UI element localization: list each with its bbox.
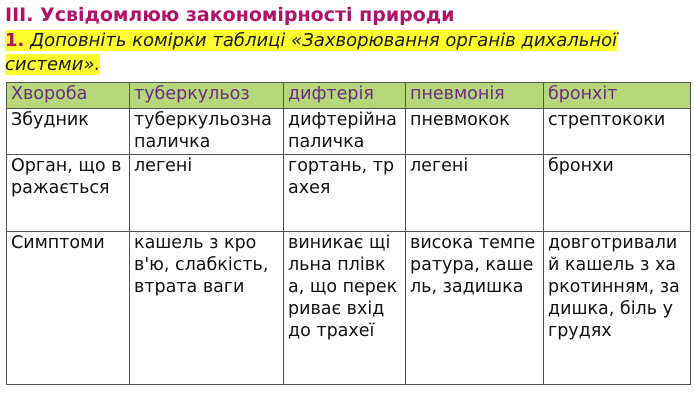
table-row	[7, 109, 691, 155]
table-cell: стрептококи	[544, 109, 691, 155]
table-cell: кашель з кров'ю, слабкість, втрата ваги	[130, 232, 284, 385]
diseases-table	[6, 82, 691, 385]
table-cell: бронхи	[544, 155, 691, 232]
task-highlight	[5, 30, 617, 75]
table-cell: висока температура, кашель, задишка	[406, 232, 544, 385]
table-cell: легені	[406, 155, 544, 232]
header-cell-pneumonia: пневмонія	[406, 83, 544, 109]
row-label: Орган, що вражається	[7, 155, 130, 232]
header-cell-bronchitis: бронхіт	[544, 83, 691, 109]
table-cell: дифтерійна паличка	[284, 109, 406, 155]
header-cell-disease: Хвороба	[7, 83, 130, 109]
table-row	[7, 232, 691, 385]
table-header-row	[7, 83, 691, 109]
section-title: III. Усвідомлюю закономірності природи	[5, 4, 455, 26]
table-cell: виникає щільна плівка, що перекриває вхід до трахеї	[284, 232, 406, 385]
table-cell: легені	[130, 155, 284, 232]
table-cell: пневмокок	[406, 109, 544, 155]
task-line-2: системи».	[5, 54, 101, 75]
header-cell-diphtheria: дифтерія	[284, 83, 406, 109]
table-cell: туберкульозна паличка	[130, 109, 284, 155]
table-cell: гортань, трахея	[284, 155, 406, 232]
task-number: 1.	[5, 30, 25, 51]
row-label: Збудник	[7, 109, 130, 155]
table-cell: довготривалий кашель з харкотинням, задишка, біль у грудях	[544, 232, 691, 385]
task-text	[5, 29, 685, 77]
task-line-1: Доповніть комірки таблиці «Захворювання органів дихальної	[30, 30, 618, 51]
row-label: Симптоми	[7, 232, 130, 385]
table-row	[7, 155, 691, 232]
header-cell-tuberculosis: туберкульоз	[130, 83, 284, 109]
